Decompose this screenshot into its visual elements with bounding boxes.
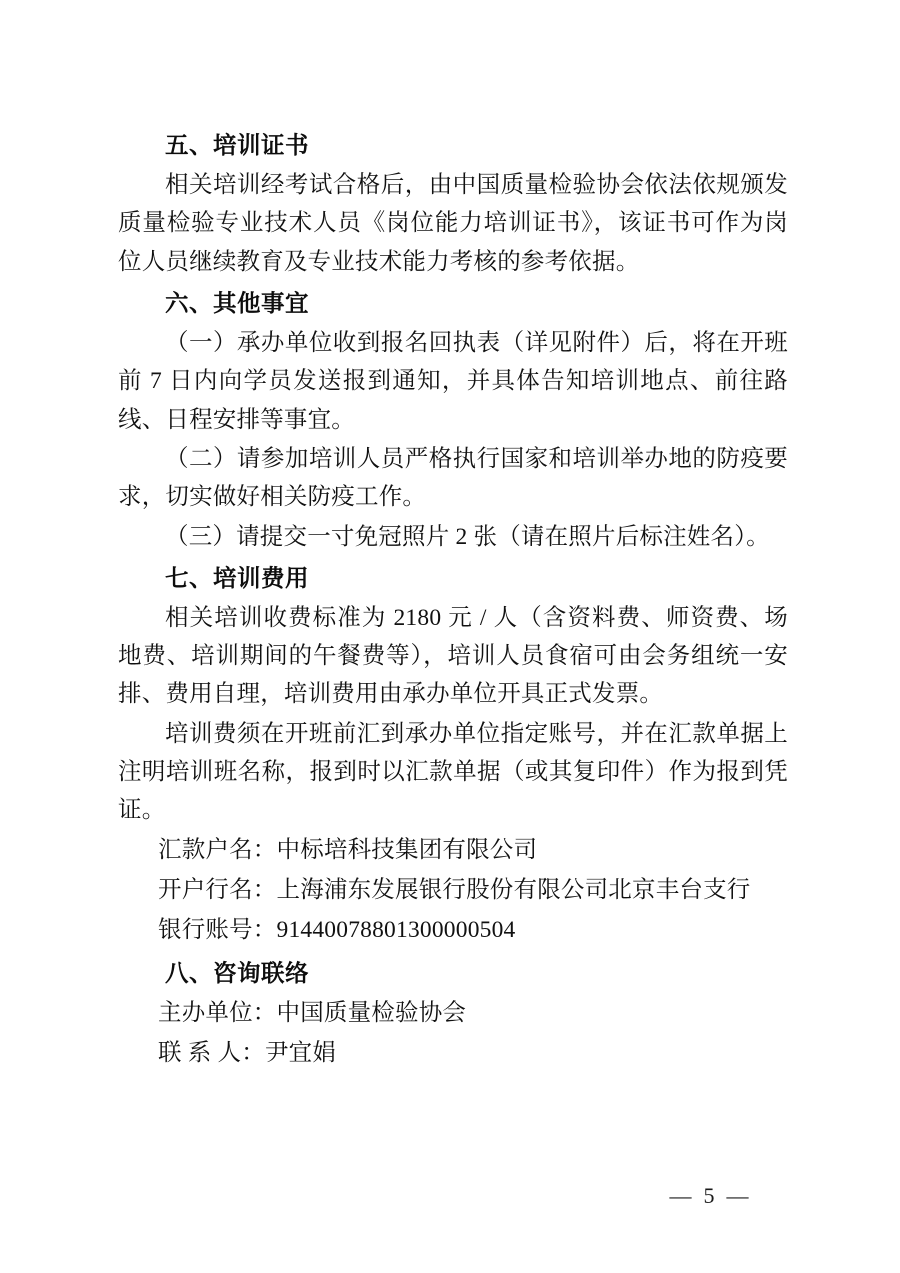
document-body [118,126,788,1074]
contact-person-line: 联 系 人：尹宜娟 [158,1039,337,1066]
section-5-paragraph-1: 相关培训经考试合格后，由中国质量检验协会依法依规颁发质量检验专业技术人员《岗位能力培训证书》，该证书可作为岗位人员继续教育及专业技术能力考核的参考依据。 [118,172,788,275]
organizer-line: 主办单位：中国质量检验协会 [158,999,467,1026]
section-heading-6: 六、其他事宜 [165,289,309,316]
remittance-bank-name: 开户行名：上海浦东发展银行股份有限公司北京丰台支行 [158,876,751,903]
section-7-paragraph-2: 培训费须在开班前汇到承办单位指定账号，并在汇款单据上注明培训班名称，报到时以汇款单据（或其复印件）作为报到凭证。 [118,720,788,824]
section-heading-5: 五、培训证书 [165,132,309,158]
remittance-bank-account: 银行账号：91440078801300000504 [158,917,516,944]
page-number-footer [0,1183,900,1209]
section-6-paragraph-1: （一）承办单位收到报名回执表（详见附件）后，将在开班前 7 日内向学员发送报到通知，并具体告知培训地点、前往路线、日程安排等事宜。 [118,330,788,433]
section-6-paragraph-3: （三）请提交一寸免冠照片 2 张（请在照片后标注姓名）。 [165,523,770,550]
page-number-right-dash: — [726,1183,751,1208]
section-heading-8: 八、咨询联络 [165,959,309,986]
remittance-account-name: 汇款户名：中标培科技集团有限公司 [158,836,538,863]
section-6-paragraph-2: （二）请参加培训人员严格执行国家和培训举办地的防疫要求，切实做好相关防疫工作。 [118,445,788,511]
page-number-value: 5 [703,1183,717,1208]
section-heading-7: 七、培训费用 [165,564,309,591]
section-7-paragraph-1: 相关培训收费标准为 2180 元 / 人（含资料费、师资费、场地费、培训期间的午餐费等），培训人员食宿可由会务组统一安排、费用自理，培训费用由承办单位开具正式发票。 [118,604,788,708]
page-number-left-dash: — [669,1183,694,1208]
